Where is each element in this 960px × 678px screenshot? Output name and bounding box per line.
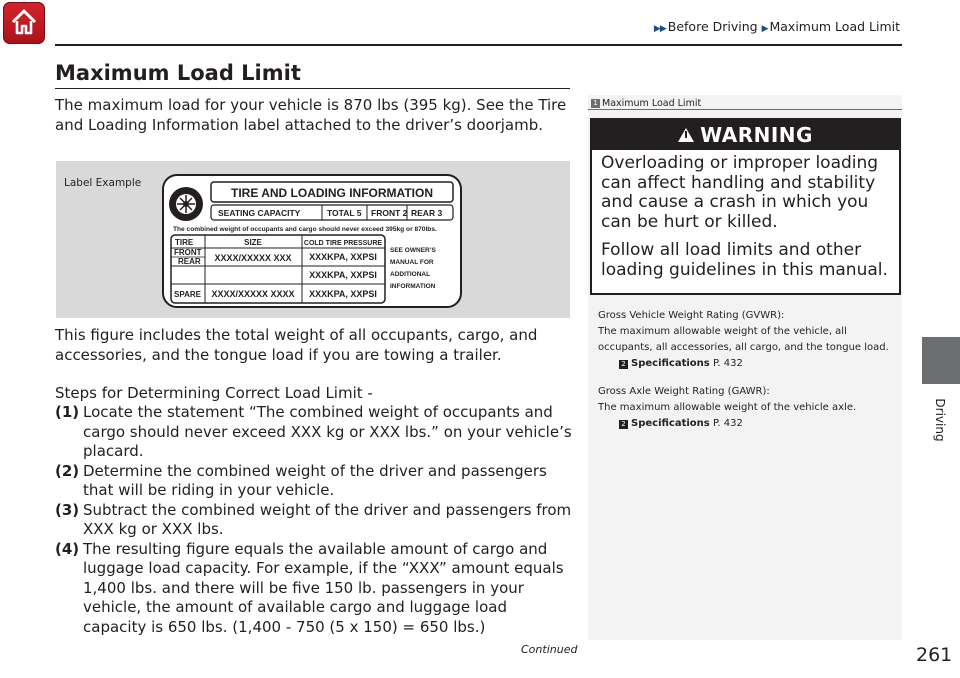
see-manual-line: INFORMATION [390,283,436,290]
see-manual-line: ADDITIONAL [390,271,431,278]
size-spare: XXXX/XXXXX XXXX [211,289,295,299]
pressure-spare: XXXKPA, XXPSI [309,289,377,299]
reference-label[interactable]: Specifications [631,418,710,429]
warning-title: WARNING [700,123,813,147]
col-tire: TIRE [175,238,194,247]
see-manual-line: SEE OWNER’S [390,247,436,254]
home-button[interactable] [3,2,45,44]
reference-label[interactable]: Specifications [631,358,710,369]
breadcrumb [654,19,900,34]
title-rule [55,88,570,89]
gvwr-reference[interactable] [598,356,894,372]
step-number: (3) [55,500,80,519]
see-manual-line: MANUAL FOR [390,259,434,266]
steps-title: Steps for Determining Correct Load Limit - [55,384,373,402]
step-number: (2) [55,461,80,480]
seating-capacity-label: SEATING CAPACITY [218,208,301,218]
warning-header [592,120,899,150]
warning-box [590,118,901,295]
breadcrumb-arrow-icon: ▶▶ [653,24,666,34]
sidebar-header: 1 Maximum Load Limit [591,98,701,109]
chapter-label: Driving [933,398,947,442]
sidebar-rule [588,109,902,110]
steps-list [55,403,575,637]
tire-label-title: TIRE AND LOADING INFORMATION [231,186,433,200]
gawr-title: Gross Axle Weight Rating (GAWR): [598,386,770,397]
label-example-figure [56,161,570,318]
label-caption: Label Example [64,177,142,189]
tire-icon [169,187,203,221]
reference-page: P. 432 [712,358,743,369]
gawr-text: The maximum allowable weight of the vehicle axle. [598,402,857,413]
pressure-rear: XXXKPA, XXPSI [309,270,377,280]
gawr-reference[interactable] [598,416,894,432]
step-number: (1) [55,403,80,421]
col-size: SIZE [244,238,262,247]
step-number: (4) [55,539,80,558]
breadcrumb-item: Maximum Load Limit [769,19,900,34]
note-mark-icon: 1 [591,99,600,108]
step-text: Determine the combined weight of the driver and passengers that will be riding in your vehicle. [83,461,547,499]
row-front: FRONT [174,248,202,257]
gvwr-text: The maximum allowable weight of the vehicle, all occupants, all accessories, all cargo, and the tongue load. [598,326,889,353]
warning-text: Follow all load limits and other loading guidelines in this manual. [601,240,888,280]
breadcrumb-item[interactable]: Before Driving [667,19,758,34]
reference-page: P. 432 [712,418,743,429]
seating-total: TOTAL 5 [327,208,362,218]
sidebar-body [598,308,894,432]
step-text: Subtract the combined weight of the driver and passengers from XXX kg or XXX lbs. [83,500,572,538]
header-rule [55,44,902,46]
list-item [55,462,575,501]
home-icon [10,8,38,36]
warning-text: Overloading or improper loading can affect handling and stability and cause a crash in which you can be hurt or killed. [601,153,879,232]
combined-weight-note: The combined weight of occupants and cargo should never exceed 395kg or 870lbs. [173,226,437,233]
intro-paragraph: The maximum load for your vehicle is 870 lbs (395 kg). See the Tire and Loading Information label attached to the driver’s doorjamb. [55,96,567,134]
page-title: Maximum Load Limit [55,61,301,85]
row-rear: REAR [178,257,201,266]
size-front-rear: XXXX/XXXXX XXX [214,253,292,263]
seating-front: FRONT 2 [371,208,408,218]
step-text: Locate the statement “The combined weight of occupants and cargo should never exceed XXX kg or XXX lbs.” on your vehicle’s placard. [83,403,572,460]
step-text: The resulting figure equals the available amount of cargo and luggage load capacity. For example, if the “XXX” amount equals 1,400 lbs. and there will be five 150 lb. passengers in your vehicle, the amount of available cargo and luggage load capacity is 650 lbs. (1,400 - 750 (5 x 150) = 650 lbs.) [83,539,564,636]
col-pressure: COLD TIRE PRESSURE [303,240,383,247]
page-number: 261 [916,644,953,666]
list-item [55,403,575,462]
pressure-front: XXXKPA, XXPSI [309,252,377,262]
list-item [55,540,575,638]
reference-arrow-icon: 2 [619,360,628,369]
list-item [55,501,575,540]
figure-description: This figure includes the total weight of all occupants, cargo, and accessories, and the tongue load if you are towing a trailer. [55,326,538,364]
breadcrumb-arrow-icon: ▶ [761,24,768,34]
row-spare: SPARE [174,290,201,299]
tire-loading-label [162,174,462,308]
reference-arrow-icon: 2 [619,420,628,429]
warning-triangle-icon [678,128,694,142]
seating-rear: REAR 3 [411,208,443,218]
chapter-tab[interactable] [922,337,960,384]
gvwr-title: Gross Vehicle Weight Rating (GVWR): [598,310,785,321]
continued-label: Continued [521,643,578,656]
sidebar-notes [588,95,902,640]
